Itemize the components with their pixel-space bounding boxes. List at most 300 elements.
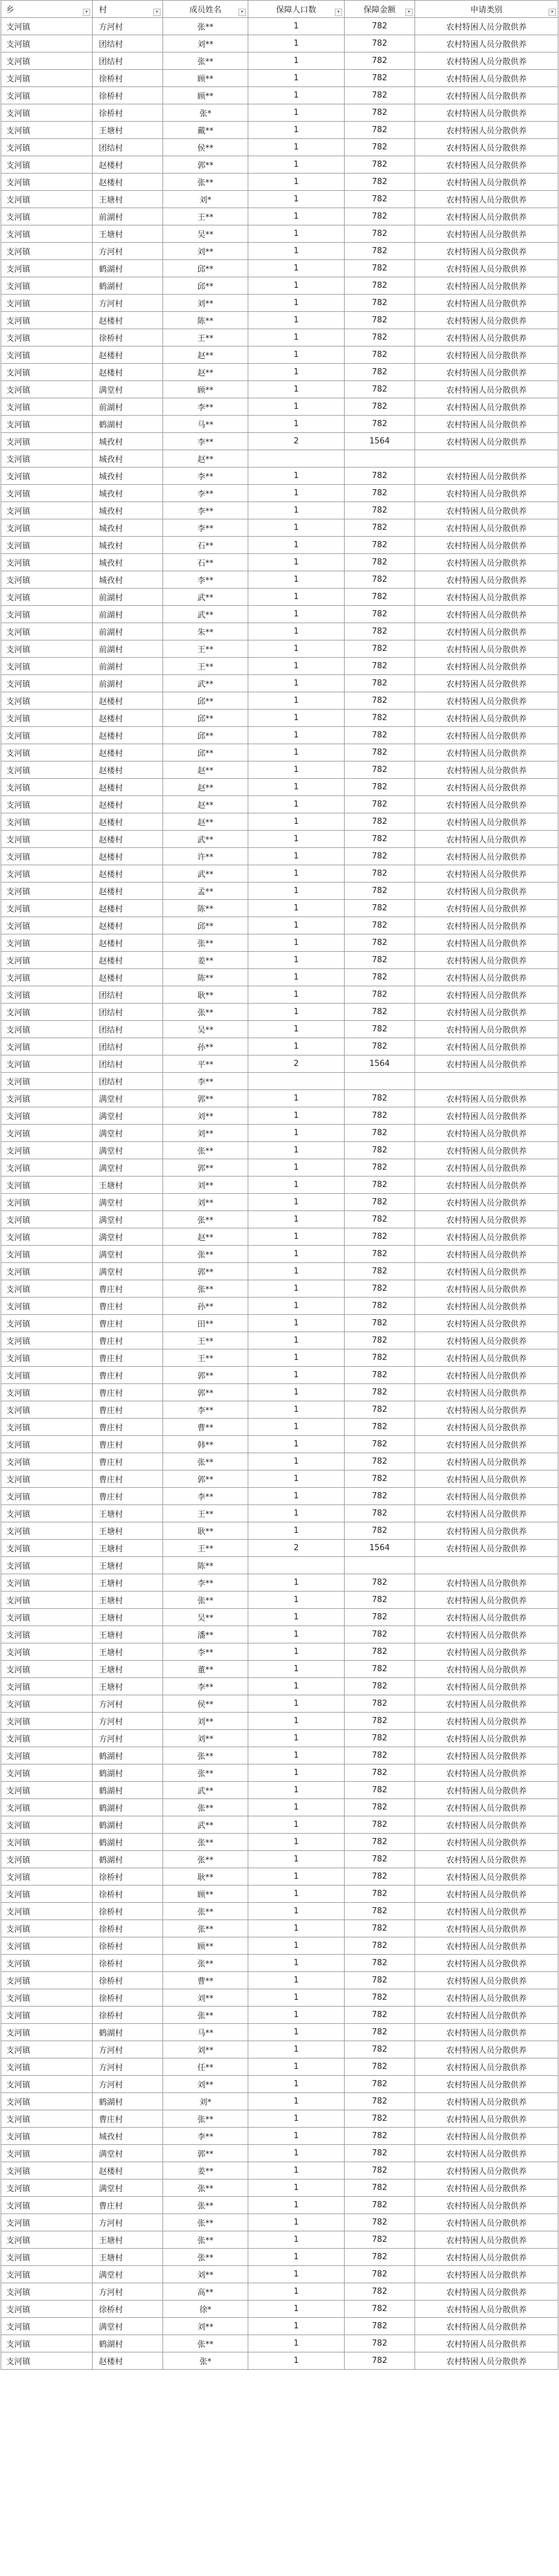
cell-benefit-amount: 782 xyxy=(345,1194,415,1211)
cell-village: 曹庄村 xyxy=(93,1315,163,1332)
cell-application-category: 农村特困人员分散供养 xyxy=(415,2335,558,2352)
table-row xyxy=(1,952,558,969)
table-row xyxy=(1,329,558,346)
table-row xyxy=(1,1367,558,1384)
cell-covered-count: 1 xyxy=(248,295,345,312)
cell-benefit-amount: 782 xyxy=(345,623,415,640)
cell-benefit-amount: 782 xyxy=(345,1004,415,1021)
cell-covered-count: 1 xyxy=(248,519,345,537)
cell-village: 方河村 xyxy=(93,2058,163,2076)
cell-township: 支河镇 xyxy=(1,1903,93,1920)
cell-village: 王塘村 xyxy=(93,1643,163,1661)
cell-benefit-amount: 782 xyxy=(345,2318,415,2335)
cell-covered-count: 1 xyxy=(248,2058,345,2076)
cell-benefit-amount: 1564 xyxy=(345,1540,415,1557)
cell-township: 支河镇 xyxy=(1,1419,93,1436)
cell-township: 支河镇 xyxy=(1,1626,93,1643)
table-row xyxy=(1,381,558,398)
cell-village: 赵楼村 xyxy=(93,692,163,710)
cell-township: 支河镇 xyxy=(1,658,93,675)
cell-covered-count: 1 xyxy=(248,1834,345,1851)
cell-covered-count: 1 xyxy=(248,87,345,104)
cell-township: 支河镇 xyxy=(1,1090,93,1107)
table-row xyxy=(1,1713,558,1730)
cell-village: 王塘村 xyxy=(93,1522,163,1540)
cell-village: 曹庄村 xyxy=(93,1488,163,1505)
cell-benefit-amount: 782 xyxy=(345,831,415,848)
table-row xyxy=(1,139,558,156)
cell-application-category: 农村特困人员分散供养 xyxy=(415,174,558,191)
cell-member-name: 顾** xyxy=(163,1886,248,1903)
cell-village: 赵楼村 xyxy=(93,710,163,727)
cell-application-category: 农村特困人员分散供养 xyxy=(415,1194,558,1211)
cell-township: 支河镇 xyxy=(1,779,93,796)
cell-benefit-amount xyxy=(345,1557,415,1574)
cell-township: 支河镇 xyxy=(1,710,93,727)
cell-benefit-amount: 782 xyxy=(345,1972,415,1989)
cell-application-category: 农村特困人员分散供养 xyxy=(415,1851,558,1868)
cell-application-category xyxy=(415,1073,558,1090)
filter-dropdown-icon[interactable]: ▾ xyxy=(83,9,90,16)
cell-application-category: 农村特困人员分散供养 xyxy=(415,571,558,589)
cell-covered-count: 1 xyxy=(248,225,345,243)
cell-township: 支河镇 xyxy=(1,208,93,225)
table-row xyxy=(1,537,558,554)
table-row xyxy=(1,986,558,1004)
table-row xyxy=(1,18,558,35)
cell-application-category: 农村特困人员分散供养 xyxy=(415,2058,558,2076)
cell-covered-count: 1 xyxy=(248,537,345,554)
cell-covered-count: 1 xyxy=(248,1436,345,1453)
cell-village: 满堂村 xyxy=(93,1246,163,1263)
cell-village: 前湖村 xyxy=(93,589,163,606)
cell-member-name: 武** xyxy=(163,589,248,606)
cell-application-category: 农村特困人员分散供养 xyxy=(415,1903,558,1920)
cell-township: 支河镇 xyxy=(1,174,93,191)
cell-village: 徐桥村 xyxy=(93,329,163,346)
cell-village: 赵楼村 xyxy=(93,796,163,813)
cell-township: 支河镇 xyxy=(1,416,93,433)
cell-covered-count: 1 xyxy=(248,2041,345,2058)
table-row xyxy=(1,865,558,883)
cell-benefit-amount: 782 xyxy=(345,18,415,35)
cell-township: 支河镇 xyxy=(1,554,93,571)
cell-township: 支河镇 xyxy=(1,1747,93,1764)
cell-covered-count: 1 xyxy=(248,2180,345,2197)
column-header-label: 保障金额 xyxy=(363,6,396,15)
cell-covered-count: 1 xyxy=(248,831,345,848)
cell-village: 团结村 xyxy=(93,1073,163,1090)
cell-village: 鹤湖村 xyxy=(93,1834,163,1851)
cell-township: 支河镇 xyxy=(1,1107,93,1125)
cell-township: 支河镇 xyxy=(1,1678,93,1695)
cell-member-name: 李** xyxy=(163,1678,248,1695)
cell-benefit-amount: 782 xyxy=(345,1886,415,1903)
table-row xyxy=(1,502,558,519)
cell-benefit-amount: 782 xyxy=(345,675,415,692)
cell-township: 支河镇 xyxy=(1,364,93,381)
table-row xyxy=(1,1090,558,1107)
cell-covered-count: 1 xyxy=(248,1747,345,1764)
table-row xyxy=(1,727,558,744)
cell-village: 曹庄村 xyxy=(93,1367,163,1384)
cell-application-category: 农村特困人员分散供养 xyxy=(415,779,558,796)
table-row xyxy=(1,1298,558,1315)
cell-application-category: 农村特困人员分散供养 xyxy=(415,2041,558,2058)
cell-township: 支河镇 xyxy=(1,2058,93,2076)
cell-benefit-amount: 782 xyxy=(345,2335,415,2352)
cell-covered-count: 2 xyxy=(248,1055,345,1073)
cell-village: 满堂村 xyxy=(93,2145,163,2162)
cell-village: 满堂村 xyxy=(93,1211,163,1228)
cell-covered-count: 1 xyxy=(248,761,345,779)
cell-township: 支河镇 xyxy=(1,1920,93,1937)
cell-covered-count: 1 xyxy=(248,346,345,364)
cell-village: 王塘村 xyxy=(93,1626,163,1643)
cell-township: 支河镇 xyxy=(1,1695,93,1713)
table-body xyxy=(1,18,558,2370)
table-row xyxy=(1,1868,558,1886)
cell-township: 支河镇 xyxy=(1,1263,93,1280)
cell-application-category: 农村特困人员分散供养 xyxy=(415,1695,558,1713)
cell-benefit-amount: 782 xyxy=(345,2024,415,2041)
cell-village: 王塘村 xyxy=(93,191,163,208)
cell-covered-count: 1 xyxy=(248,813,345,831)
cell-township: 支河镇 xyxy=(1,1021,93,1038)
filter-dropdown-icon[interactable]: ▾ xyxy=(335,9,342,16)
table-row xyxy=(1,2318,558,2335)
cell-township: 支河镇 xyxy=(1,1471,93,1488)
cell-member-name: 张** xyxy=(163,2335,248,2352)
table-row xyxy=(1,208,558,225)
cell-member-name: 张** xyxy=(163,1142,248,1159)
table-row xyxy=(1,761,558,779)
cell-application-category: 农村特困人员分散供养 xyxy=(415,813,558,831)
cell-township: 支河镇 xyxy=(1,260,93,277)
cell-township: 支河镇 xyxy=(1,2249,93,2266)
cell-township: 支河镇 xyxy=(1,2197,93,2214)
cell-benefit-amount: 782 xyxy=(345,1747,415,1764)
cell-member-name: 曹** xyxy=(163,1972,248,1989)
table-row xyxy=(1,658,558,675)
cell-application-category: 农村特困人员分散供养 xyxy=(415,917,558,934)
cell-village: 满堂村 xyxy=(93,1125,163,1142)
cell-member-name: 孟** xyxy=(163,883,248,900)
cell-covered-count: 1 xyxy=(248,485,345,502)
cell-covered-count: 1 xyxy=(248,2231,345,2249)
cell-application-category: 农村特困人员分散供养 xyxy=(415,1955,558,1972)
cell-member-name: 武** xyxy=(163,865,248,883)
cell-benefit-amount: 782 xyxy=(345,2093,415,2110)
cell-application-category: 农村特困人员分散供养 xyxy=(415,1384,558,1401)
cell-township: 支河镇 xyxy=(1,1488,93,1505)
cell-covered-count: 1 xyxy=(248,312,345,329)
table-row xyxy=(1,900,558,917)
cell-benefit-amount: 782 xyxy=(345,2283,415,2301)
cell-township: 支河镇 xyxy=(1,606,93,623)
cell-member-name: 张** xyxy=(163,1955,248,1972)
cell-village: 方河村 xyxy=(93,243,163,260)
cell-township: 支河镇 xyxy=(1,2214,93,2231)
cell-township: 支河镇 xyxy=(1,2076,93,2093)
cell-application-category: 农村特困人员分散供养 xyxy=(415,1626,558,1643)
cell-township: 支河镇 xyxy=(1,519,93,537)
cell-covered-count: 1 xyxy=(248,1713,345,1730)
cell-township: 支河镇 xyxy=(1,1228,93,1246)
cell-member-name: 戴** xyxy=(163,122,248,139)
table-row xyxy=(1,1972,558,1989)
cell-covered-count: 1 xyxy=(248,1453,345,1471)
filter-dropdown-icon[interactable]: ▾ xyxy=(405,9,413,16)
cell-township: 支河镇 xyxy=(1,1298,93,1315)
cell-application-category: 农村特困人员分散供养 xyxy=(415,1989,558,2007)
cell-application-category: 农村特困人员分散供养 xyxy=(415,2301,558,2318)
cell-township: 支河镇 xyxy=(1,1315,93,1332)
cell-benefit-amount: 782 xyxy=(345,969,415,986)
cell-township: 支河镇 xyxy=(1,1816,93,1834)
cell-covered-count xyxy=(248,450,345,468)
cell-member-name: 张** xyxy=(163,18,248,35)
cell-member-name: 张** xyxy=(163,1246,248,1263)
cell-benefit-amount: 782 xyxy=(345,1384,415,1401)
cell-covered-count: 1 xyxy=(248,1384,345,1401)
cell-village: 团结村 xyxy=(93,139,163,156)
table-row xyxy=(1,606,558,623)
cell-member-name: 赵** xyxy=(163,813,248,831)
cell-member-name: 赵** xyxy=(163,761,248,779)
cell-benefit-amount: 1564 xyxy=(345,433,415,450)
cell-township: 支河镇 xyxy=(1,1453,93,1471)
table-row xyxy=(1,744,558,761)
cell-covered-count: 1 xyxy=(248,606,345,623)
table-row xyxy=(1,2162,558,2180)
cell-township: 支河镇 xyxy=(1,1038,93,1055)
cell-member-name: 刘** xyxy=(163,295,248,312)
cell-benefit-amount: 782 xyxy=(345,1730,415,1747)
cell-member-name: 邱** xyxy=(163,917,248,934)
cell-benefit-amount: 782 xyxy=(345,312,415,329)
cell-benefit-amount: 782 xyxy=(345,1090,415,1107)
cell-member-name: 武** xyxy=(163,1782,248,1799)
cell-township: 支河镇 xyxy=(1,1384,93,1401)
cell-member-name: 张** xyxy=(163,1834,248,1851)
cell-benefit-amount: 782 xyxy=(345,883,415,900)
cell-benefit-amount: 782 xyxy=(345,710,415,727)
cell-member-name: 郭** xyxy=(163,1263,248,1280)
cell-village: 王塘村 xyxy=(93,225,163,243)
filter-dropdown-icon[interactable]: ▾ xyxy=(153,9,161,16)
cell-member-name: 刘** xyxy=(163,2041,248,2058)
cell-benefit-amount xyxy=(345,1073,415,1090)
cell-application-category: 农村特困人员分散供养 xyxy=(415,70,558,87)
cell-benefit-amount: 782 xyxy=(345,1903,415,1920)
cell-village: 赵楼村 xyxy=(93,848,163,865)
cell-covered-count: 1 xyxy=(248,1626,345,1643)
cell-covered-count: 1 xyxy=(248,1194,345,1211)
cell-village: 方河村 xyxy=(93,2076,163,2093)
cell-village: 徐桥村 xyxy=(93,1972,163,1989)
cell-covered-count: 1 xyxy=(248,1367,345,1384)
cell-application-category: 农村特困人员分散供养 xyxy=(415,1367,558,1384)
cell-application-category: 农村特困人员分散供养 xyxy=(415,934,558,952)
cell-covered-count: 1 xyxy=(248,883,345,900)
cell-application-category: 农村特困人员分散供养 xyxy=(415,1228,558,1246)
cell-application-category: 农村特困人员分散供养 xyxy=(415,848,558,865)
table-row xyxy=(1,1194,558,1211)
cell-benefit-amount: 782 xyxy=(345,2301,415,2318)
cell-member-name: 耿** xyxy=(163,986,248,1004)
cell-village: 赵楼村 xyxy=(93,174,163,191)
cell-township: 支河镇 xyxy=(1,900,93,917)
cell-application-category: 农村特困人员分散供养 xyxy=(415,1004,558,1021)
cell-member-name: 马** xyxy=(163,2024,248,2041)
cell-village: 前湖村 xyxy=(93,640,163,658)
cell-application-category: 农村特困人员分散供养 xyxy=(415,139,558,156)
cell-village: 曹庄村 xyxy=(93,1401,163,1419)
cell-township: 支河镇 xyxy=(1,1886,93,1903)
cell-village: 方河村 xyxy=(93,1695,163,1713)
cell-township: 支河镇 xyxy=(1,537,93,554)
cell-township: 支河镇 xyxy=(1,1367,93,1384)
cell-township: 支河镇 xyxy=(1,1557,93,1574)
table-row xyxy=(1,1142,558,1159)
cell-application-category: 农村特困人员分散供养 xyxy=(415,1263,558,1280)
cell-application-category: 农村特困人员分散供养 xyxy=(415,433,558,450)
table-row xyxy=(1,519,558,537)
cell-application-category: 农村特困人员分散供养 xyxy=(415,1713,558,1730)
cell-benefit-amount: 782 xyxy=(345,1332,415,1349)
cell-application-category: 农村特困人员分散供养 xyxy=(415,900,558,917)
cell-application-category: 农村特困人员分散供养 xyxy=(415,1453,558,1471)
cell-village: 赵楼村 xyxy=(93,761,163,779)
cell-benefit-amount: 782 xyxy=(345,727,415,744)
table-row xyxy=(1,52,558,70)
cell-application-category: 农村特困人员分散供养 xyxy=(415,1038,558,1055)
column-header-label: 成员姓名 xyxy=(189,6,222,15)
table-row xyxy=(1,1920,558,1937)
cell-benefit-amount: 782 xyxy=(345,1920,415,1937)
cell-application-category: 农村特困人员分散供养 xyxy=(415,1332,558,1349)
cell-township: 支河镇 xyxy=(1,883,93,900)
cell-village: 徐桥村 xyxy=(93,104,163,122)
cell-township: 支河镇 xyxy=(1,2335,93,2352)
cell-member-name: 郭** xyxy=(163,156,248,174)
table-row xyxy=(1,1989,558,2007)
cell-member-name: 田** xyxy=(163,1315,248,1332)
cell-village: 赵楼村 xyxy=(93,865,163,883)
cell-application-category: 农村特困人员分散供养 xyxy=(415,2197,558,2214)
cell-village: 赵楼村 xyxy=(93,831,163,848)
table-row xyxy=(1,2249,558,2266)
table-row xyxy=(1,2266,558,2283)
cell-township: 支河镇 xyxy=(1,1989,93,2007)
table-row xyxy=(1,70,558,87)
filter-dropdown-icon[interactable]: ▾ xyxy=(548,9,556,16)
cell-benefit-amount: 782 xyxy=(345,1453,415,1471)
cell-village: 赵楼村 xyxy=(93,744,163,761)
cell-township: 支河镇 xyxy=(1,1246,93,1263)
column-header-village xyxy=(93,1,163,18)
cell-member-name: 顾** xyxy=(163,1937,248,1955)
cell-member-name: 姜** xyxy=(163,952,248,969)
cell-application-category: 农村特困人员分散供养 xyxy=(415,1211,558,1228)
cell-member-name: 王** xyxy=(163,208,248,225)
cell-member-name: 赵** xyxy=(163,364,248,381)
table-row xyxy=(1,2041,558,2058)
cell-village: 徐桥村 xyxy=(93,1937,163,1955)
cell-township: 支河镇 xyxy=(1,761,93,779)
cell-application-category: 农村特困人员分散供养 xyxy=(415,1142,558,1159)
cell-application-category: 农村特困人员分散供养 xyxy=(415,2352,558,2370)
cell-application-category: 农村特困人员分散供养 xyxy=(415,1298,558,1315)
cell-township: 支河镇 xyxy=(1,1142,93,1159)
cell-application-category: 农村特困人员分散供养 xyxy=(415,2076,558,2093)
table-row xyxy=(1,1004,558,1021)
cell-member-name: 刘** xyxy=(163,1107,248,1125)
cell-village: 王塘村 xyxy=(93,1609,163,1626)
cell-application-category: 农村特困人员分散供养 xyxy=(415,346,558,364)
cell-member-name: 耿** xyxy=(163,1522,248,1540)
cell-covered-count: 1 xyxy=(248,1471,345,1488)
cell-application-category: 农村特困人员分散供养 xyxy=(415,1505,558,1522)
cell-village: 满堂村 xyxy=(93,1228,163,1246)
cell-member-name: 李** xyxy=(163,433,248,450)
cell-village: 团结村 xyxy=(93,1038,163,1055)
cell-covered-count: 1 xyxy=(248,156,345,174)
cell-benefit-amount: 782 xyxy=(345,2041,415,2058)
cell-covered-count: 1 xyxy=(248,1937,345,1955)
cell-application-category: 农村特困人员分散供养 xyxy=(415,710,558,727)
cell-village: 方河村 xyxy=(93,2283,163,2301)
cell-benefit-amount: 782 xyxy=(345,1661,415,1678)
cell-member-name: 邱** xyxy=(163,277,248,295)
cell-member-name: 马** xyxy=(163,416,248,433)
cell-member-name: 武** xyxy=(163,831,248,848)
cell-member-name: 李** xyxy=(163,485,248,502)
cell-member-name: 李** xyxy=(163,398,248,416)
cell-covered-count: 1 xyxy=(248,675,345,692)
cell-covered-count xyxy=(248,1557,345,1574)
filter-dropdown-icon[interactable]: ▾ xyxy=(238,9,246,16)
cell-township: 支河镇 xyxy=(1,2145,93,2162)
cell-township: 支河镇 xyxy=(1,1055,93,1073)
cell-covered-count: 1 xyxy=(248,18,345,35)
table-row xyxy=(1,312,558,329)
data-table xyxy=(1,0,558,2370)
table-row xyxy=(1,1436,558,1453)
cell-member-name: 张** xyxy=(163,2180,248,2197)
cell-member-name: 王** xyxy=(163,1505,248,1522)
cell-village: 徐桥村 xyxy=(93,1868,163,1886)
cell-benefit-amount: 782 xyxy=(345,122,415,139)
cell-covered-count: 1 xyxy=(248,2335,345,2352)
cell-benefit-amount: 782 xyxy=(345,1125,415,1142)
cell-member-name: 张** xyxy=(163,2110,248,2128)
cell-benefit-amount: 782 xyxy=(345,1868,415,1886)
table-row xyxy=(1,2197,558,2214)
table-row xyxy=(1,295,558,312)
cell-benefit-amount: 782 xyxy=(345,658,415,675)
cell-township: 支河镇 xyxy=(1,139,93,156)
cell-application-category: 农村特困人员分散供养 xyxy=(415,329,558,346)
cell-application-category: 农村特困人员分散供养 xyxy=(415,1522,558,1540)
cell-village: 城孜村 xyxy=(93,485,163,502)
cell-benefit-amount: 782 xyxy=(345,554,415,571)
cell-application-category: 农村特困人员分散供养 xyxy=(415,658,558,675)
cell-covered-count: 1 xyxy=(248,1280,345,1298)
cell-member-name: 陈** xyxy=(163,900,248,917)
cell-township: 支河镇 xyxy=(1,1643,93,1661)
